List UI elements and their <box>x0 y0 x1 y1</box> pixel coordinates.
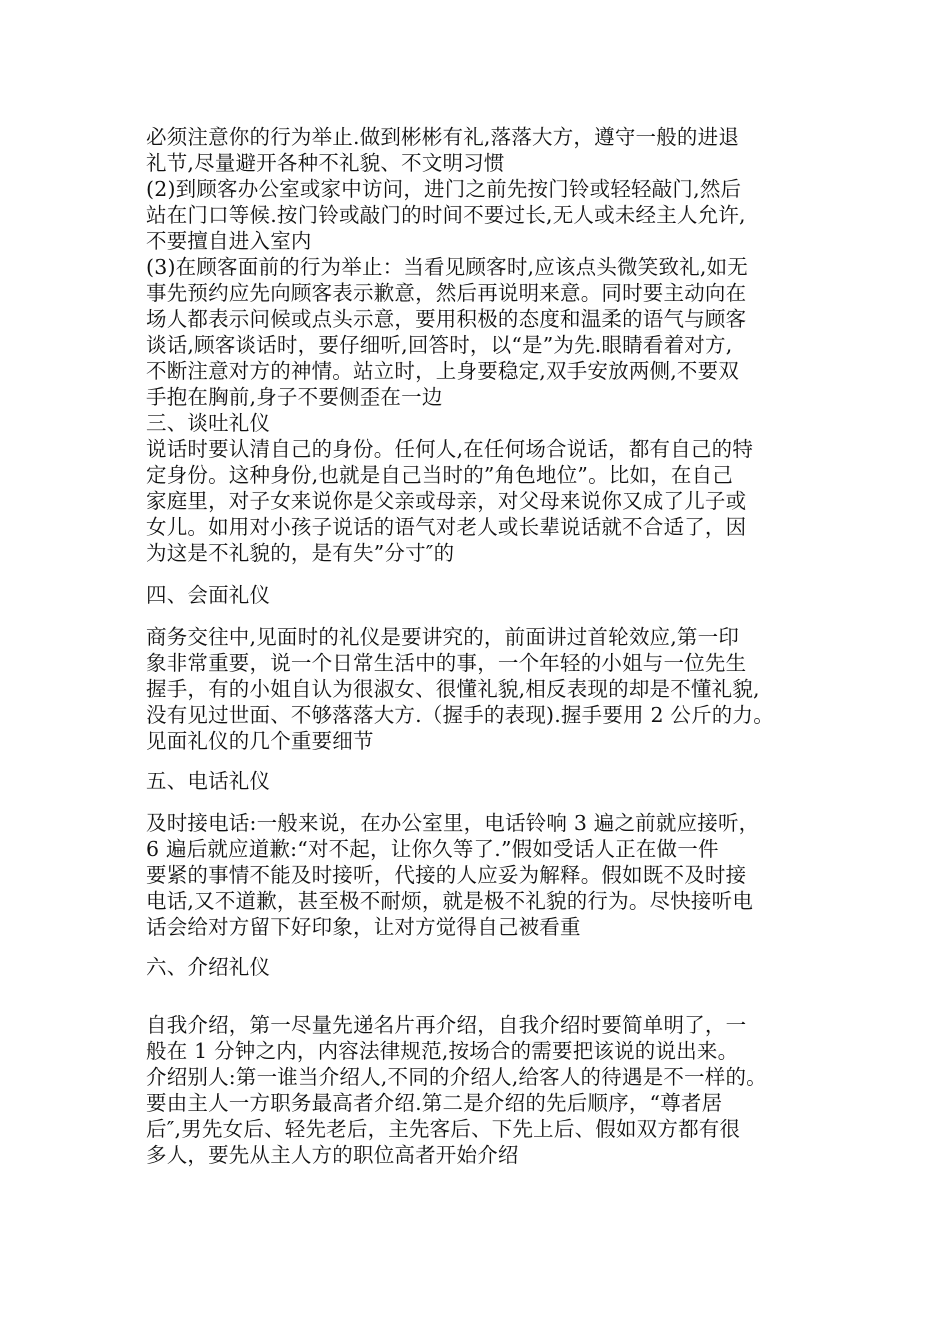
text-line: 不要擅自进入室内 <box>146 229 312 253</box>
text-line: 礼节,尽量避开各种不礼貌、不文明习惯 <box>146 151 505 175</box>
text-line: 必须注意你的行为举止.做到彬彬有礼,落落大方，遵守一般的进退 <box>146 125 740 149</box>
section-heading: 四、会面礼仪 <box>146 583 271 607</box>
text-line: 谈话,顾客谈话时，要仔细听,回答时，以“是”为先.眼睛看着对方, <box>146 333 733 357</box>
text-line: 为这是不礼貌的，是有失”分寸″的 <box>146 541 455 565</box>
text-line: 手抱在胸前,身子不要侧歪在一边 <box>146 385 443 409</box>
text-line: 商务交往中,见面时的礼仪是要讲究的，前面讲过首轮效应,第一印 <box>146 625 740 649</box>
text-line: (2)到顾客办公室或家中访问，进门之前先按门铃或轻轻敲门,然后 <box>146 177 742 201</box>
text-line: 要由主人一方职务最高者介绍.第二是介绍的先后顺序，“尊者居 <box>146 1091 723 1115</box>
section-heading: 三、谈吐礼仪 <box>146 411 271 435</box>
text-line: 事先预约应先向顾客表示歉意，然后再说明来意。同时要主动向在 <box>146 281 747 305</box>
text-line: 握手，有的小姐自认为很淑女、很懂礼貌,相反表现的却是不懂礼貌, <box>146 677 760 701</box>
text-line: 没有见过世面、不够落落大方.（握手的表现).握手要用 2 公斤的力。 <box>146 703 774 727</box>
text-line: 介绍别人:第一谁当介绍人,不同的介绍人,给客人的待遇是不一样的。 <box>146 1065 767 1089</box>
text-line: 家庭里，对子女来说你是父亲或母亲，对父母来说你又成了儿子或 <box>146 489 747 513</box>
text-line: 后″,男先女后、轻先老后，主先客后、下先上后、假如双方都有很 <box>146 1117 741 1141</box>
text-line: 象非常重要，说一个日常生活中的事，一个年轻的小姐与一位先生 <box>146 651 747 675</box>
text-line: 话会给对方留下好印象，让对方觉得自己被看重 <box>146 915 581 939</box>
section-heading: 五、电话礼仪 <box>146 769 271 793</box>
text-line: 站在门口等候.按门铃或敲门的时间不要过长,无人或未经主人允许, <box>146 203 746 227</box>
text-line: 要紧的事情不能及时接听，代接的人应妥为解释。假如既不及时接 <box>146 863 747 887</box>
text-line: 说话时要认清自己的身份。任何人,在任何场合说话，都有自己的特 <box>146 437 754 461</box>
text-line: 定身份。这种身份,也就是自己当时的”角色地位”。比如，在自己 <box>146 463 733 487</box>
text-line: 见面礼仪的几个重要细节 <box>146 729 374 753</box>
text-line: 般在 1 分钟之内，内容法律规范,按场合的需要把该说的说出来。 <box>146 1039 739 1063</box>
text-line: 不断注意对方的神情。站立时，上身要稳定,双手安放两侧,不要双 <box>146 359 740 383</box>
text-line: 场人都表示问候或点头示意，要用积极的态度和温柔的语气与顾客 <box>146 307 747 331</box>
text-line: 电话,又不道歉，甚至极不耐烦，就是极不礼貌的行为。尽快接听电 <box>146 889 754 913</box>
text-line: (3)在顾客面前的行为举止：当看见顾客时,应该点头微笑致礼,如无 <box>146 255 748 279</box>
text-line: 女儿。如用对小孩子说话的语气对老人或长辈说话就不合适了，因 <box>146 515 747 539</box>
text-line: 6 遍后就应道歉:“对不起，让你久等了.”假如受话人正在做一件 <box>146 837 719 861</box>
text-line: 自我介绍，第一尽量先递名片再介绍，自我介绍时要简单明了，一 <box>146 1013 747 1037</box>
text-line: 及时接电话:一般来说，在办公室里，电话铃响 3 遍之前就应接听， <box>146 811 760 835</box>
section-heading: 六、介绍礼仪 <box>146 955 271 979</box>
text-line: 多人，要先从主人方的职位高者开始介绍 <box>146 1143 519 1167</box>
